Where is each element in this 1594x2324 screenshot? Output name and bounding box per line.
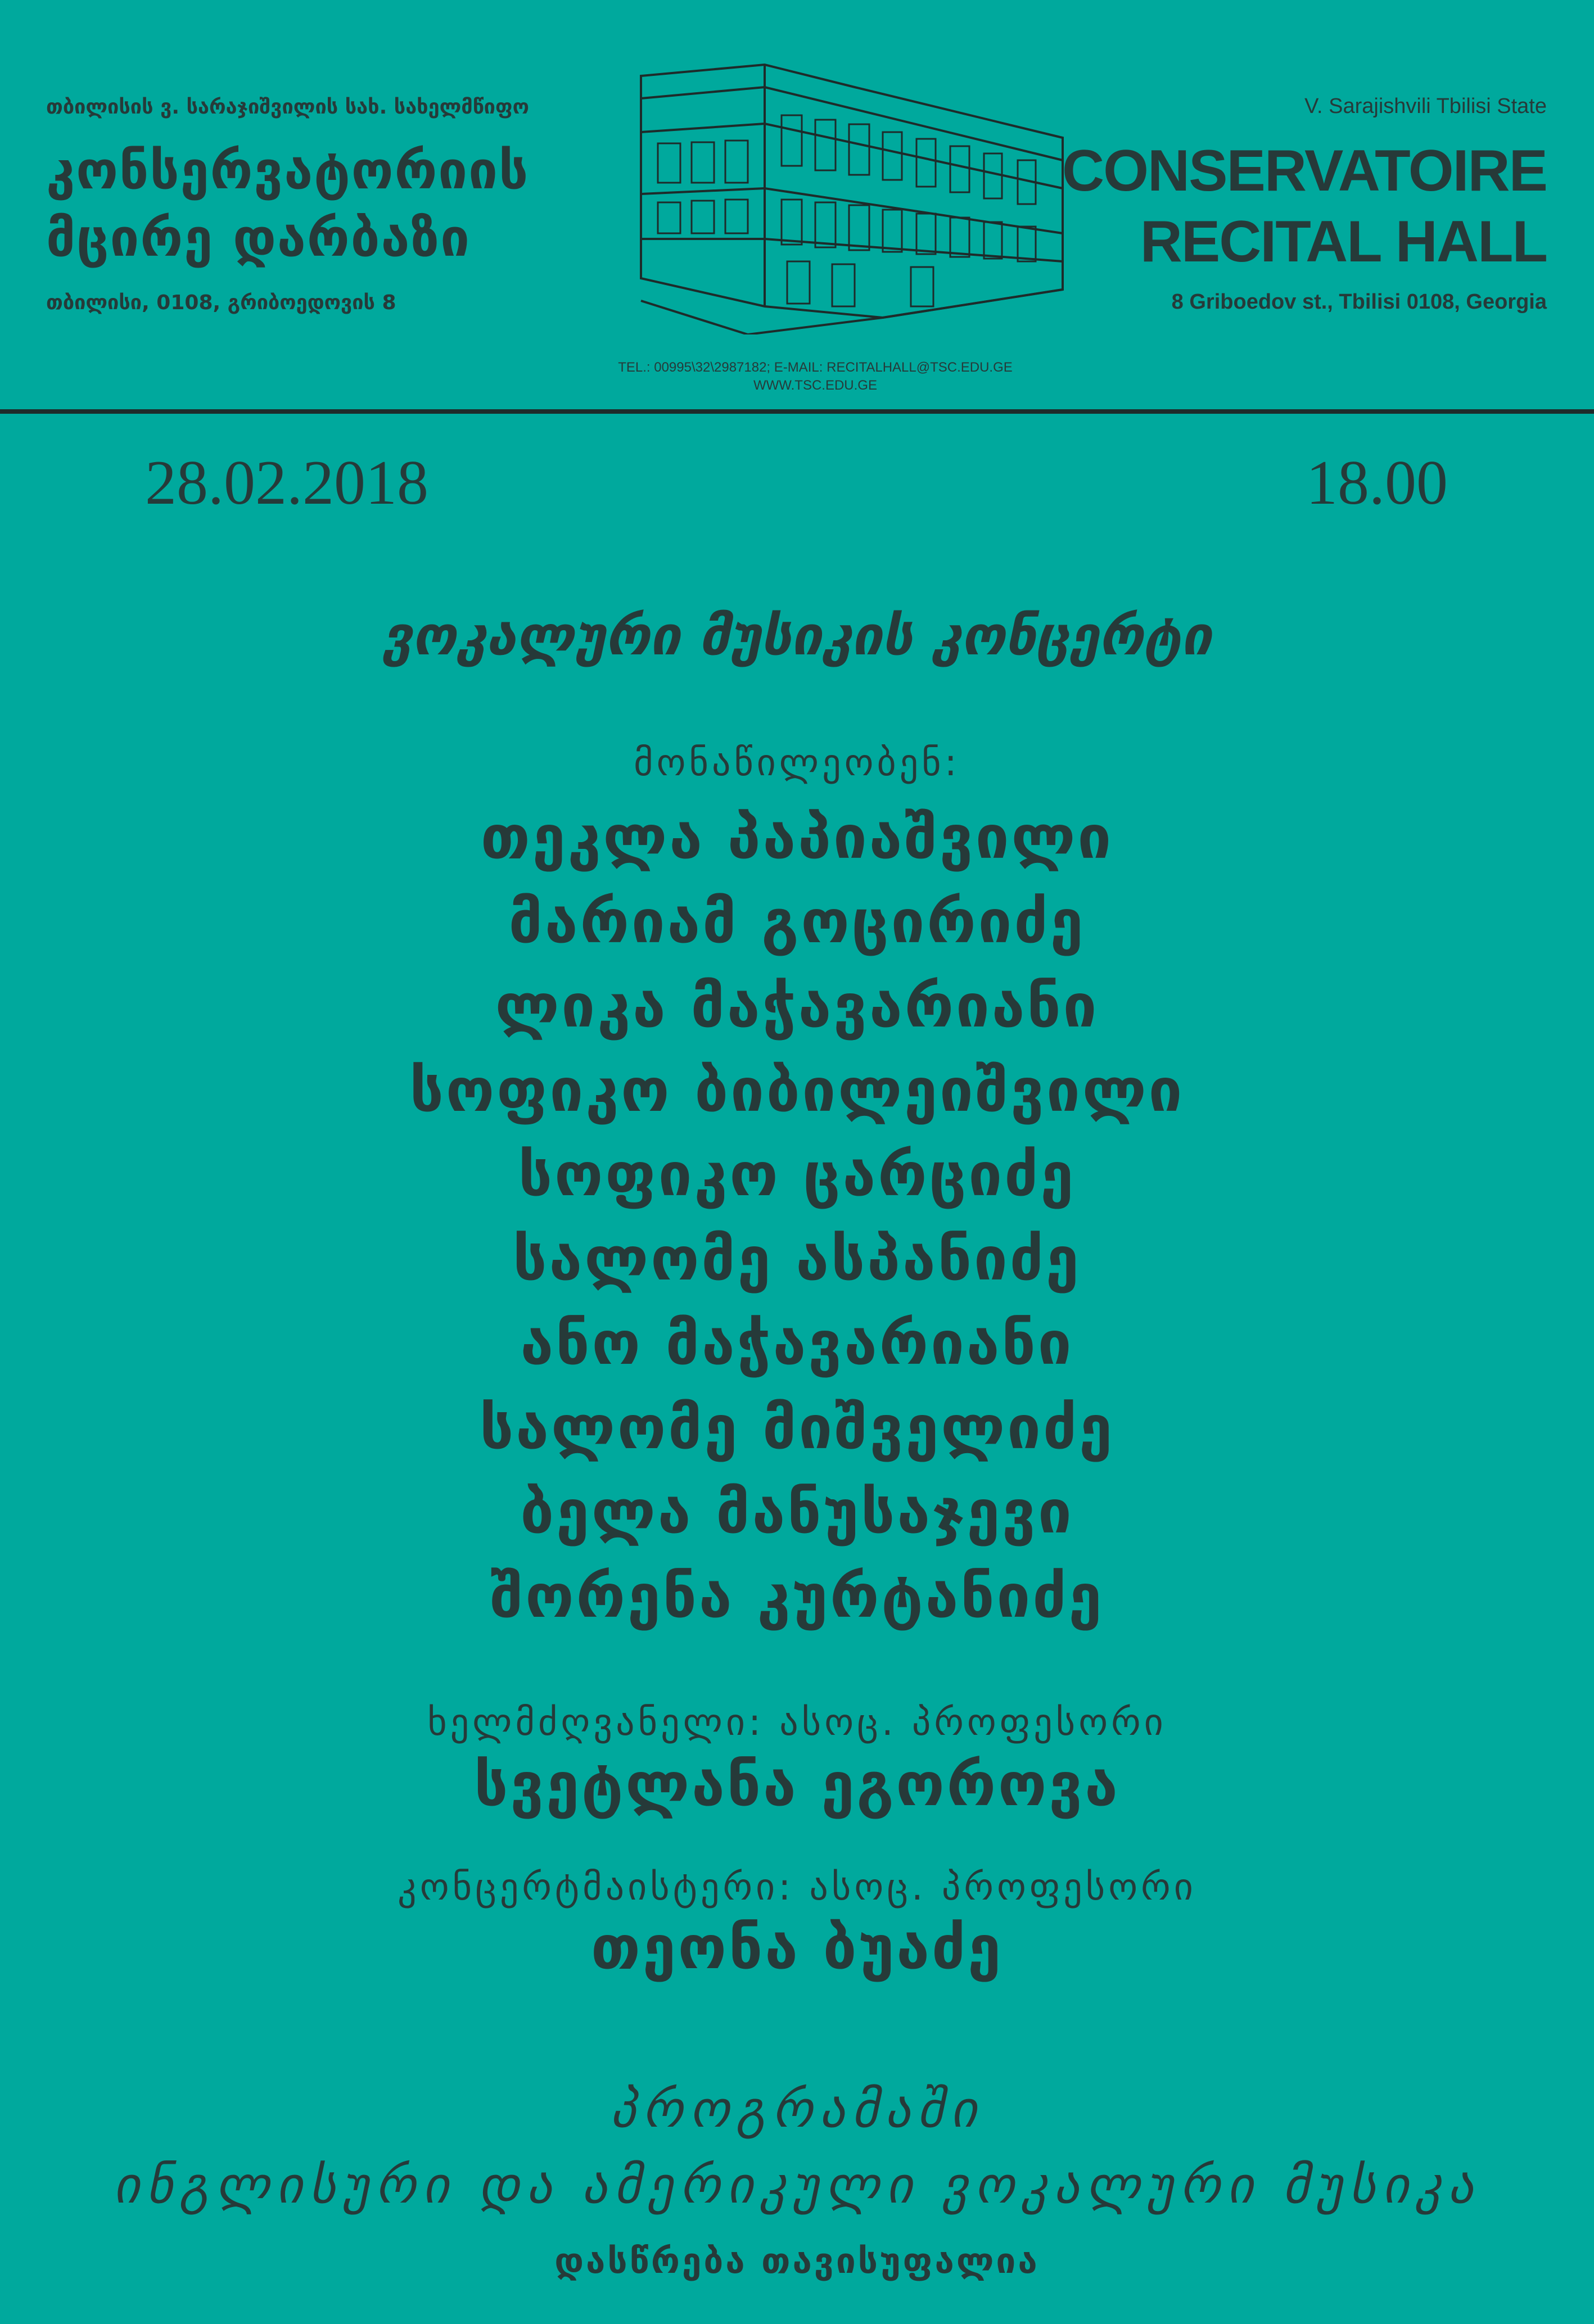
header-contact-line: TEL.: 00995\32\2987182; E-MAIL: RECITALHALL@TSC.EDU.GE [618, 360, 1013, 375]
free-entry-note: დასწრება თავისუფალია [554, 2240, 1040, 2281]
header-ka-conservatoire: კონსერვატორიის [46, 141, 530, 201]
participant-name: ანო მაჭავარიანი [520, 1309, 1074, 1378]
participant-name: ლიკა მაჭავარიანი [495, 971, 1099, 1041]
header-website: WWW.TSC.EDU.GE [753, 378, 877, 393]
header-en-conservatoire: CONSERVATOIRE [1062, 138, 1547, 204]
participant-name: თეკლა პაპიაშვილი [480, 803, 1114, 872]
program-label: პროგრამაში [610, 2080, 984, 2139]
recital-hall-building-icon [618, 53, 1074, 334]
header-divider [0, 409, 1594, 414]
participant-name: სოფიკო ცარციძე [518, 1140, 1076, 1209]
accompanist-name: თეონა ბუაძე [591, 1913, 1003, 1982]
participants-label: მონაწილეობენ: [634, 741, 960, 784]
header-en-recital-hall: RECITAL HALL [1140, 209, 1547, 274]
header-ka-institution: თბილისის ვ. სარაჯიშვილის სახ. სახელმწიფო [46, 96, 529, 119]
leader-name: სვეტლანა ეგოროვა [474, 1750, 1120, 1819]
participant-name: სოფიკო ბიბილეიშვილი [409, 1056, 1185, 1125]
header-en-institution: V. Sarajishvili Tbilisi State [1304, 94, 1547, 118]
event-date: 28.02.2018 [145, 448, 428, 518]
leader-label: ხელმძღვანელი: ასოც. პროფესორი [427, 1701, 1167, 1744]
participants-list [0, 795, 1594, 1639]
header-ka-recital-hall: მცირე დარბაზი [46, 208, 471, 268]
event-time: 18.00 [1306, 448, 1448, 518]
participant-name: ბელა მანუსაჯევი [520, 1477, 1074, 1547]
participant-name: სალომე ასპანიძე [513, 1224, 1081, 1294]
header-en-address: 8 Griboedov st., Tbilisi 0108, Georgia [1171, 290, 1547, 314]
participant-name: შორენა კურტანიძე [490, 1562, 1104, 1631]
accompanist-label: კონცერტმაისტერი: ასოც. პროფესორი [398, 1865, 1196, 1909]
header-ka-address: თბილისი, 0108, გრიბოედოვის 8 [46, 291, 396, 314]
program-description: ინგლისური და ამერიკული ვოკალური მუსიკა [113, 2156, 1481, 2215]
participant-name: სალომე მიშველიძე [480, 1393, 1114, 1462]
concert-title: ვოკალური მუსიკის კონცერტი [382, 604, 1212, 667]
participant-name: მარიამ გოცირიძე [508, 887, 1086, 956]
